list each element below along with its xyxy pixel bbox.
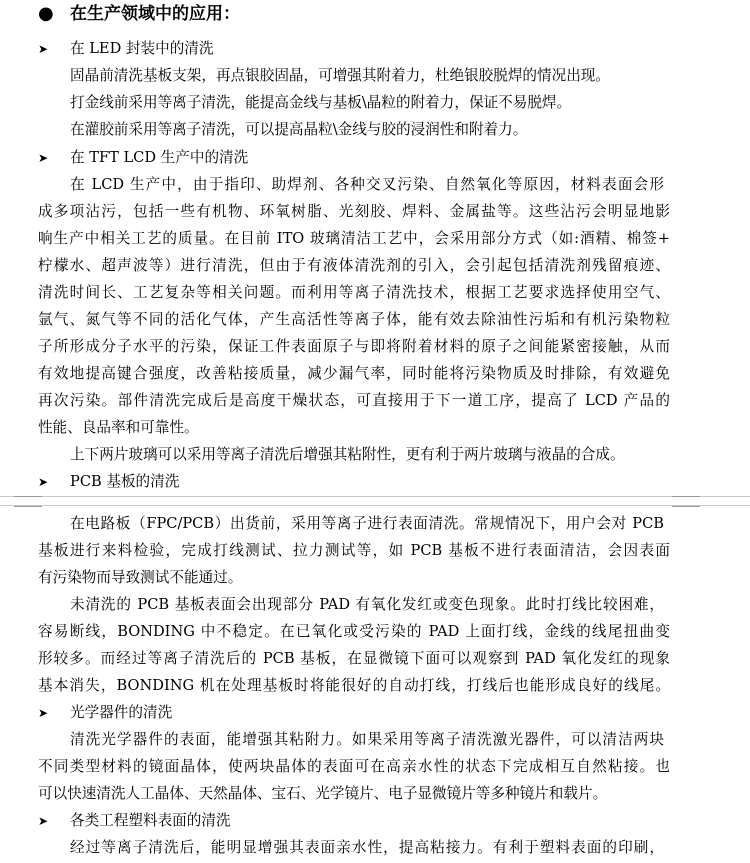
main-heading-row xyxy=(38,0,240,27)
section-title: 各类工程塑料表面的清洗 xyxy=(70,812,231,829)
paragraph-line: 性能、良品率和可靠性。 xyxy=(38,419,199,436)
page-break xyxy=(0,492,750,508)
paragraph-line: 氩气、氮气等不同的活化气体，产生高活性等离子体，能有效去除油性污垢和有机污染物粒 xyxy=(38,311,670,328)
section-plastic xyxy=(38,807,231,834)
section-pcb xyxy=(38,468,179,495)
paragraph-line: 基本消失，BONDING 机在处理基板时将能很好的自动打线，打线后也能形成良好的线尾。 xyxy=(38,677,670,694)
paragraph-line: 在灌胶前采用等离子清洗，可以提高晶粒\金线与胶的浸润性和附着力。 xyxy=(70,121,528,138)
page-break-line xyxy=(0,505,750,506)
paragraph-line: 有污染物而导致测试不能通过。 xyxy=(38,569,243,586)
arrow-bullet-icon: ➤ xyxy=(38,42,49,56)
arrow-bullet-icon: ➤ xyxy=(38,151,49,165)
section-optic xyxy=(38,699,172,726)
paragraph-line: 容易断线，BONDING 中不稳定。在已氧化或受污染的 PAD 上面打线，金线的线尾扭曲变 xyxy=(38,623,670,640)
paragraph-line: 再次污染。部件清洗完成后是高度干燥状态，可直接用于下一道工序，提高了 LCD 产品的 xyxy=(38,392,670,409)
paragraph-line: 响生产中相关工艺的质量。在目前 ITO 玻璃清洁工艺中，会采用部分方式（如:酒精、棉签+ xyxy=(38,230,670,247)
arrow-bullet-icon: ➤ xyxy=(38,814,49,828)
paragraph-line: 有效地提高键合强度，改善粘接质量，减少漏气率，同时能将污染物质及时排除，有效避免 xyxy=(38,365,670,382)
paragraph-line: 固晶前清洗基板支架，再点银胶固晶，可增强其附着力，杜绝银胶脱焊的情况出现。 xyxy=(70,67,610,84)
arrow-bullet-icon: ➤ xyxy=(38,475,49,489)
section-title: PCB 基板的清洗 xyxy=(70,473,180,490)
paragraph-line: 基板进行来料检验，完成打线测试、拉力测试等，如 PCB 基板不进行表面清洁，会因表面 xyxy=(38,542,670,559)
section-title: 光学器件的清洗 xyxy=(70,704,173,721)
paragraph-line: 子所形成分子水平的污染，保证工件表面原子与即将附着材料的原子之间能紧密接触，从而 xyxy=(38,338,670,355)
page-break-line xyxy=(0,496,750,497)
paragraph-line: 经过等离子清洗后，能明显增强其表面亲水性，提高粘接力。有利于塑料表面的印刷， xyxy=(70,839,664,856)
paragraph-line: 成多项沾污，包括一些有机物、环氧树脂、光刻胶、焊料、金属盐等。这些沾污会明显地影 xyxy=(38,203,670,220)
section-title: 在 LED 封装中的清洗 xyxy=(70,40,214,57)
paragraph-line: 形较多。而经过等离子清洗后的 PCB 基板，在显微镜下面可以观察到 PAD 氧化发红的现象 xyxy=(38,650,670,667)
paragraph-line: 可以快速清洗人工晶体、天然晶体、宝石、光学镜片、电子显微镜片等多种镜片和载片。 xyxy=(38,785,608,802)
paragraph-line: 在电路板（FPC/PCB）出货前，采用等离子进行表面清洗。常规情况下，用户会对 PCB xyxy=(70,515,664,532)
bullet-dot-icon: ● xyxy=(38,3,54,24)
page-margin-mark xyxy=(672,496,700,507)
paragraph-line: 打金线前采用等离子清洗，能提高金线与基板\晶粒的附着力，保证不易脱焊。 xyxy=(70,94,572,111)
paragraph-line: 清洗光学器件的表面，能增强其粘附力。如果采用等离子清洗激光器件，可以清洁两块 xyxy=(70,731,664,748)
page-margin-mark xyxy=(14,496,42,507)
section-title: 在 TFT LCD 生产中的清洗 xyxy=(70,149,249,166)
section-lcd xyxy=(38,144,248,171)
paragraph-line: 未清洗的 PCB 基板表面会出现部分 PAD 有氧化发红或变色现象。此时打线比较困难， xyxy=(70,596,664,613)
page-heading: 在生产领域中的应用： xyxy=(70,4,240,24)
paragraph-line: 柠檬水、超声波等）进行清洗，但由于有液体清洗剂的引入，会引起包括清洗剂残留痕迹、 xyxy=(38,257,670,274)
arrow-bullet-icon: ➤ xyxy=(38,706,49,720)
paragraph-line: 在 LCD 生产中，由于指印、助焊剂、各种交叉污染、自然氧化等原因，材料表面会形 xyxy=(70,176,664,193)
section-led xyxy=(38,35,213,62)
paragraph-line: 清洗时间长、工艺复杂等相关问题。而利用等离子清洗技术，根据工艺要求选择使用空气、 xyxy=(38,284,670,301)
paragraph-line: 不同类型材料的镜面晶体，使两块晶体的表面可在高亲水性的状态下完成相互自然粘接。也 xyxy=(38,758,670,775)
paragraph-line: 上下两片玻璃可以采用等离子清洗后增强其粘附性，更有利于两片玻璃与液晶的合成。 xyxy=(70,446,625,463)
